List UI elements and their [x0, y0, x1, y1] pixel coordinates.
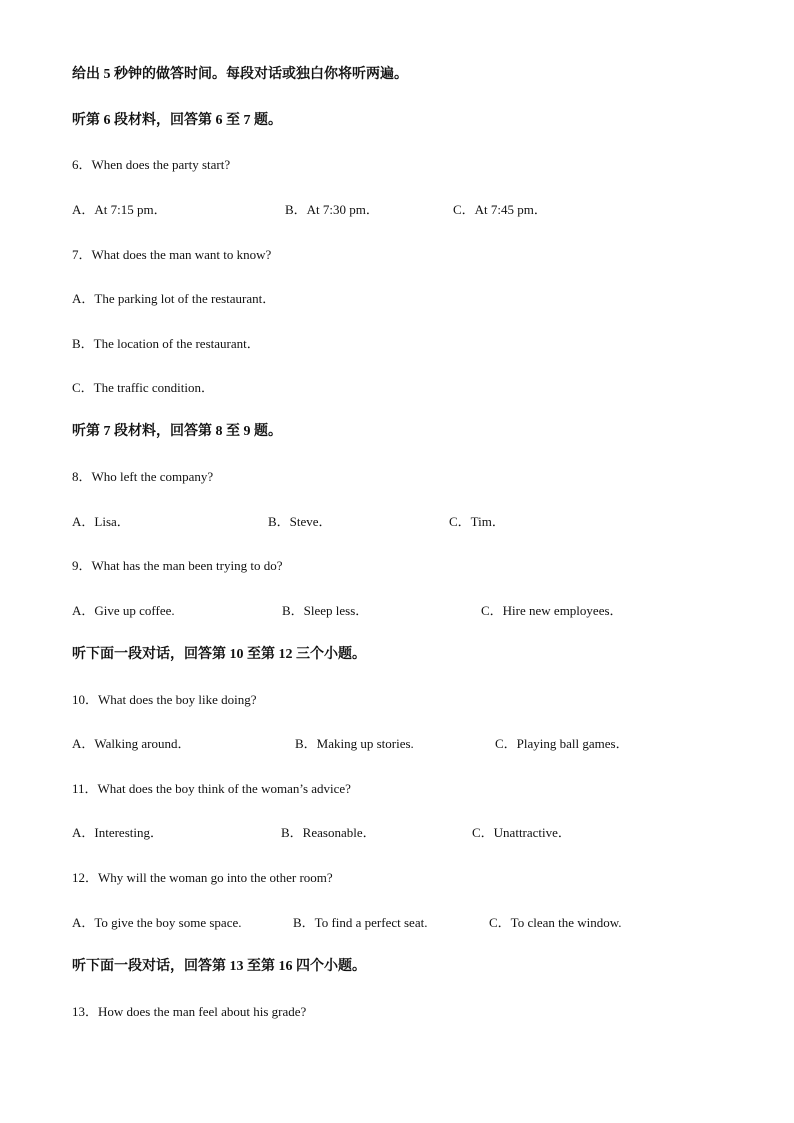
question-8-option-a: A．Lisa．	[72, 514, 130, 529]
question-9-stem: 9．What has the man been trying to do?	[72, 558, 283, 573]
question-8-option-c: C．Tim．	[449, 514, 505, 529]
question-9-option-a: A．Give up coffee.	[72, 603, 175, 618]
question-10-option-b: B．Making up stories.	[295, 736, 414, 751]
question-8-option-b: B．Steve．	[268, 514, 332, 529]
section-heading-8: 听下面一段对话，回答第 10 至第 12 三个小题。	[72, 647, 366, 662]
intro-heading: 给出 5 秒钟的做答时间。每段对话或独白你将听两遍。	[72, 67, 408, 82]
question-12-stem: 12．Why will the woman go into the other room?	[72, 870, 333, 885]
section-heading-9: 听下面一段对话，回答第 13 至第 16 四个小题。	[72, 959, 366, 974]
question-6-option-a: A．At 7:15 pm．	[72, 202, 167, 217]
question-6-stem: 6．When does the party start?	[72, 157, 231, 172]
question-10-stem: 10．What does the boy like doing?	[72, 692, 257, 707]
question-12-option-c: C．To clean the window.	[489, 915, 622, 930]
question-11-option-b: B．Reasonable．	[281, 825, 376, 840]
question-8-stem: 8．Who left the company?	[72, 469, 214, 484]
question-10-option-a: A．Walking around．	[72, 736, 191, 751]
question-12-option-a: A．To give the boy some space.	[72, 915, 242, 930]
question-11-option-c: C．Unattractive．	[472, 825, 571, 840]
question-7-stem: 7．What does the man want to know?	[72, 247, 272, 262]
question-7-option-c: C．The traffic condition．	[72, 380, 215, 395]
question-7-option-b: B．The location of the restaurant．	[72, 336, 260, 351]
question-10-option-c: C．Playing ball games．	[495, 736, 629, 751]
question-9-option-c: C．Hire new employees．	[481, 603, 623, 618]
section-heading-6: 听第 6 段材料，回答第 6 至 7 题。	[72, 113, 282, 128]
question-12-option-b: B．To find a perfect seat.	[293, 915, 428, 930]
question-13-stem: 13．How does the man feel about his grade?	[72, 1004, 307, 1019]
section-heading-7: 听第 7 段材料，回答第 8 至 9 题。	[72, 424, 282, 439]
question-9-option-b: B．Sleep less．	[282, 603, 369, 618]
question-6-option-c: C．At 7:45 pm．	[453, 202, 547, 217]
question-7-option-a: A．The parking lot of the restaurant．	[72, 291, 276, 306]
question-11-stem: 11．What does the boy think of the woman’s advice?	[72, 781, 351, 796]
question-6-option-b: B．At 7:30 pm．	[285, 202, 379, 217]
question-11-option-a: A．Interesting．	[72, 825, 163, 840]
